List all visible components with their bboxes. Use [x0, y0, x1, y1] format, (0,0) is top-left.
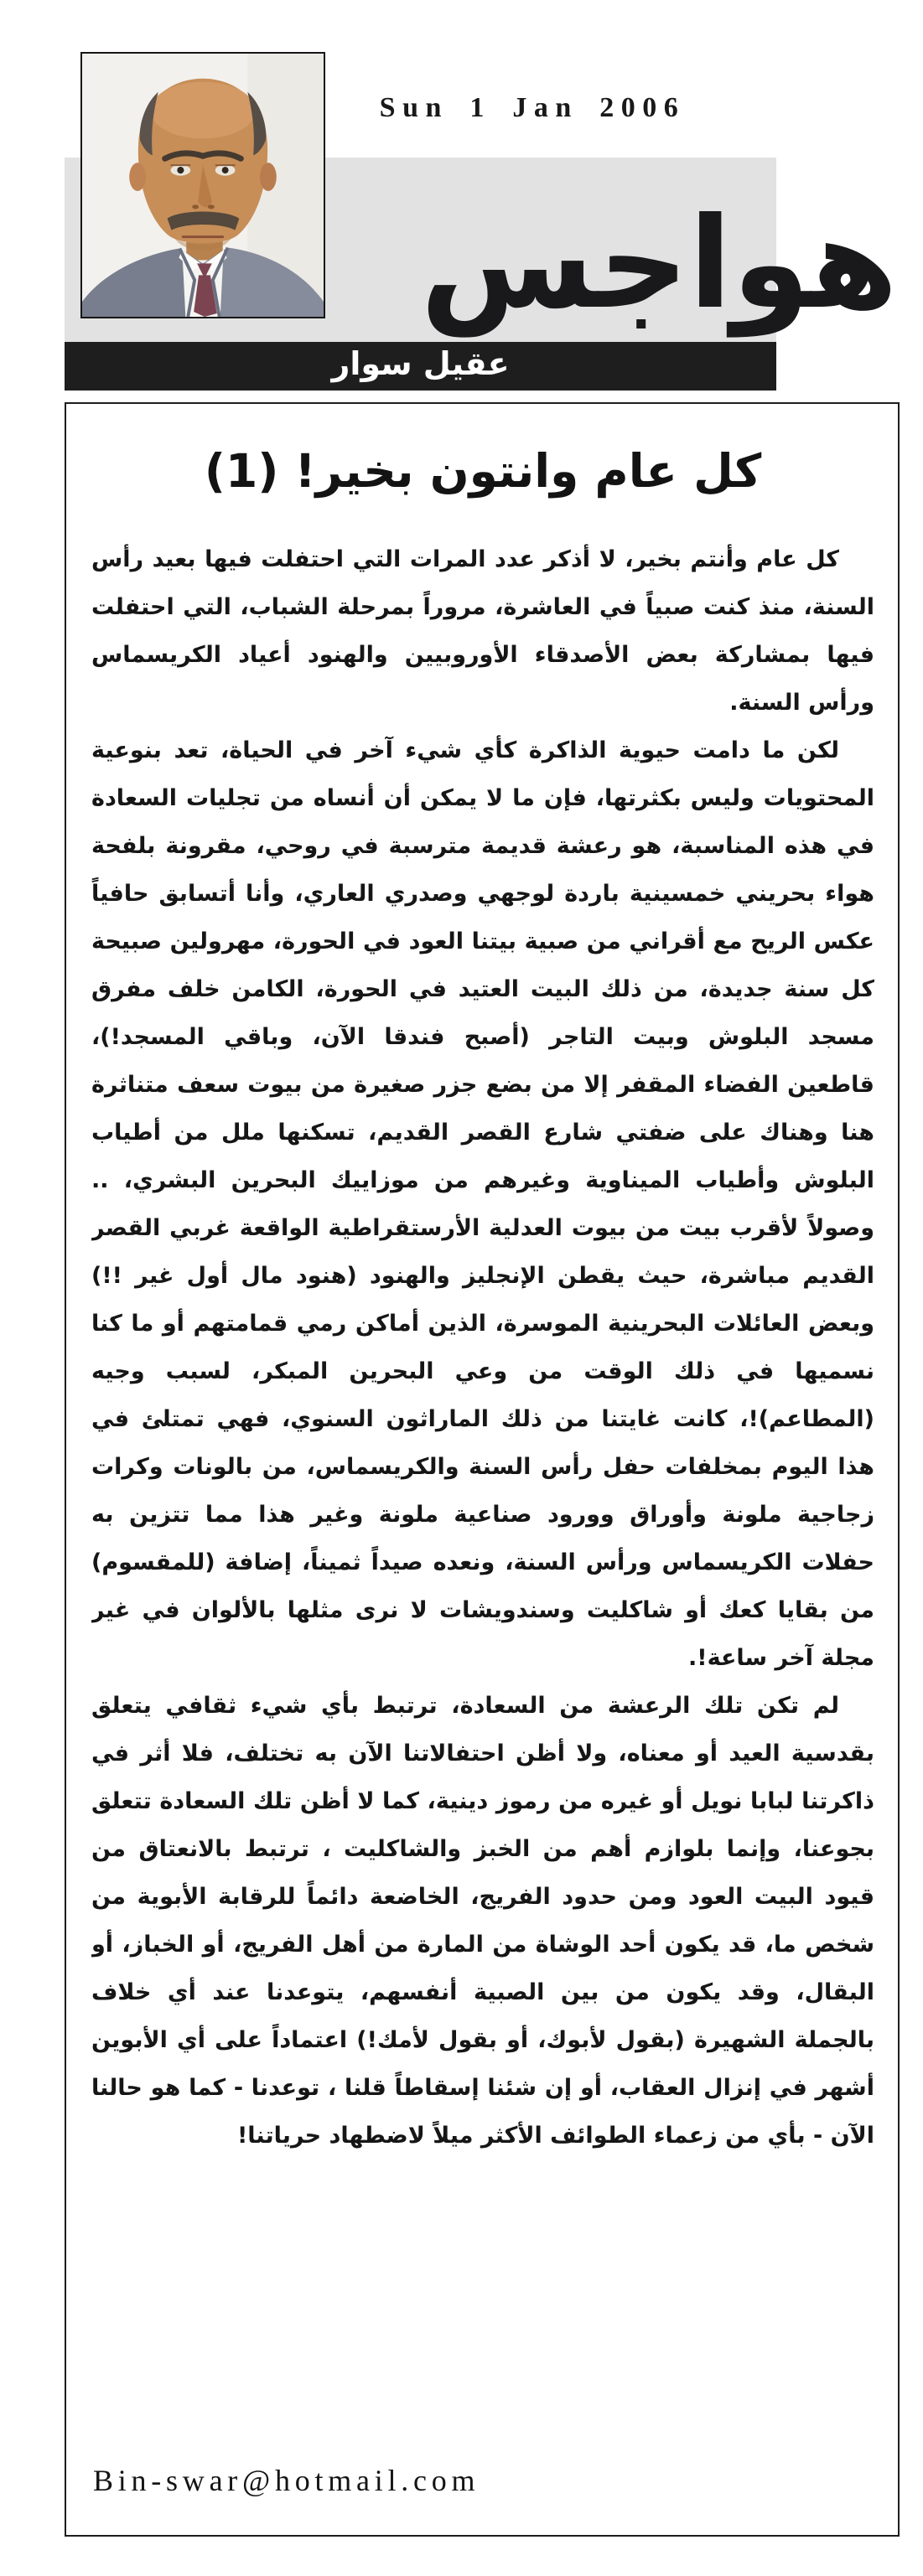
author-name: عقيل سوار: [331, 345, 510, 382]
article-title: كل عام وانتون بخير! (1): [204, 444, 762, 498]
article-content: [66, 404, 898, 2454]
article-body: [91, 535, 874, 2454]
column-logo: هواجس: [420, 191, 898, 337]
article-paragraph: لكن ما دامت حيوية الذاكرة كأي شيء آخر في الحياة، تعد بنوعية المحتويات وليس بكثرتها، فإن ما لا يمكن أن أنساه من تجليات السعادة في هذه المناسبة، هو رعشة قديمة مترسبة في روحي، مقرونة بلفحة هواء بحريني خمسينية باردة لوجهي وصدري العاري، وأنا أتسابق حافياً عكس الريح مع أقراني من صبية بيتنا العود في الحورة، مهرولين صبيحة كل سنة جديدة، من ذلك البيت العتيد في الحورة، الكامن خلف مفرق مسجد البلوش وبيت التاجر (أصبح فندقا الآن، وباقي المسجد!)، قاطعين الفضاء المقفر إلا من بضع جزر صغيرة من بيوت سعف متناثرة هنا وهناك على ضفتي شارع القصر القديم، تسكنها ملل من أطياب البلوش وأطياب الميناوية وغيرهم من موزاييك البحرين البشري، .. وصولاً لأقرب بيت من بيوت العدلية الأرستقراطية الواقعة غربي القصر القديم مباشرة، حيث يقطن الإنجليز والهنود (هنود مال أول غير !!) وبعض العائلات البحرينية الموسرة، الذين أماكن رمي قمامتهم أو ما كنا نسميها في ذلك الوقت من وعي البحرين المبكر، لسبب وجيه (المطاعم)!، كانت غايتنا من ذلك الماراثون السنوي، فهي تمتلئ في هذا اليوم بمخلفات حفل رأس السنة والكريسماس، من بالونات وكرات زجاجية ملونة وأوراق وورود صناعية ملونة وغير هذا مما تتزين به حفلات الكريسماس ورأس السنة، ونعده صيداً ثميناً، إضافة (للمقسوم) من بقايا كعك أو شاكليت وسندويشات لا نرى مثلها بالألوان في غير مجلة آخر ساعة!.: [91, 737, 874, 1671]
article-box: [65, 402, 900, 2537]
publication-date: Sun 1 Jan 2006: [379, 92, 686, 123]
author-bar: [65, 342, 776, 391]
article-paragraph: كل عام وأنتم بخير، لا أذكر عدد المرات التي احتفلت فيها بعيد رأس السنة، منذ كنت صبياً في العاشرة، مروراً بمرحلة الشباب، التي احتفلت فيها بمشاركة بعض الأصدقاء الأوروبيين والهنود أعياد الكريسماس ورأس السنة.: [91, 546, 874, 716]
author-email: Bin-swar@hotmail.com: [93, 2464, 480, 2497]
author-portrait-illustration: [82, 54, 324, 317]
article-paragraph: لم تكن تلك الرعشة من السعادة، ترتبط بأي شيء ثقافي يتعلق بقدسية العيد أو معناه، ولا أظن احتفالاتنا الآن به تختلف، فلا أثر في ذاكرتنا لبابا نويل أو غيره من رموز دينية، كما لا أظن تلك السعادة تتعلق بجوعنا، وإنما بلوازم أهم من الخبز والشاكليت ، ترتبط بالانعتاق من قيود البيت العود ومن حدود الفريج، الخاضعة دائماً للرقابة الأبوية من شخص ما، قد يكون أحد الوشاة من المارة من أهل الفريج، أو الخباز، أو البقال، وقد يكون من بين الصبية أنفسهم، يتوعدنا عند أي خلاف بالجملة الشهيرة (بقول لأبوك، أو بقول لأمك!) اعتماداً على أي الأبوين أشهر في إنزال العقاب، أو إن شئنا إسقاطاً قلنا ، توعدنا - كما هو حالنا الآن - بأي من زعماء الطوائف الأكثر ميلاً لاضطهاد حرياتنا!: [91, 1692, 874, 2149]
author-photo: [80, 52, 325, 318]
